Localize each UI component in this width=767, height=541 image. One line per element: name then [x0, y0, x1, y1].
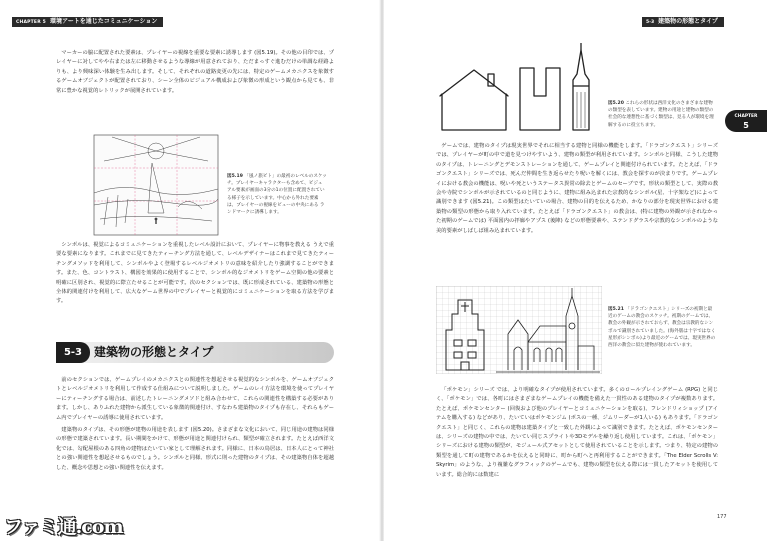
- watermark-logo: ファミ通.com: [4, 516, 123, 538]
- chapter-title: 環境アートを通じたコミュニケーション: [49, 18, 158, 25]
- page-number: 177: [717, 514, 727, 520]
- chapter-header: [12, 17, 163, 27]
- right-page: [384, 0, 767, 541]
- paragraph-5: ゲームでは、建物のタイプは現実世界でそれに相当する建物と同様の機能をします。「ドラゴンクエスト」シリーズでは、プレイヤーが町の中で道を見つけやすいよう、建物の類型が利用されています。シンボルと同様、こうした建物のタイプは、トレーニングとデモンストレーションを通して、ゲームプレイと関連付けられています。たとえば、「ドラゴンクエスト」シリーズでは、死んだ仲間を生き返らせたり呪いを解くには、教会を探すのが決まりです。ゲームプレイにおける教会の機能は、呪いや死というステータス異常の除去とゲームのセーブです。形状の類型として、実際の教会や寺院でシンボルが示されているのと同じように、建物に組み込まれた宗教的なシンボル(星、十字架など)によって識別できます (図5.21)。この類型はたいていの場合、建物の目的を伝えるため、かなりの部分を現実世界における建築物の類型の形態から取り入れています。たとえば「ドラゴンクエスト」の教会は、(特に建物の外観が示されなかった初期のゲームでは) 平面図内の拝廊やアプス (後陣) などの形態要素や、ステンドグラスや宗教的なシンボルのような美的要素がしばしば組み込まれています。: [436, 143, 718, 234]
- section-title: 建築物の形態とタイプ: [94, 345, 214, 359]
- section-header-title: 建築物の形態とタイプ: [658, 18, 718, 25]
- section-label: 5-3: [646, 20, 655, 25]
- paragraph-3: 前のセクションでは、ゲームプレイのメカニクスとの関連性を想起させる視覚的なシンボルを、ゲームオブジェクトとレベルジオメトリを利用して作成する仕組みについて説明しました。ゲームのレイ方法を環境を使ってプレイヤーにティーチングする場合は、前述したトレーニングメソドと組み合わせて、これらの関連性を構築する必要があります。しかし、ありふれた建物から派生している象徴的関連付け、すなわち建築物のタイプも存在し、それらもゲーム内でプレイヤーの誘導に使用されています。 建築物のタイプは、その形態が建物の用途を表します (図5.20)。さまざまな文化において、同じ用途の建物は同様の形態で建築されています。長い期間をかけて、形態が用途と関連付けられ、類型が確立されます。たとえば西洋文化では、勾配屋根のある四角の建物はたいてい家として理解されます。同様に、日本の鳥居は、日本人にとって神社との強い関連性を想起させるものでしょう。シンボルと同様、形式に則った建物のタイプは、その建築物自体を超越した、概念や思想との強い関連性を伝えます。: [56, 377, 334, 471]
- paragraph-1: マーカーの脇に配置された要素は、プレイヤーの視線を重要な要素に誘導します (図5.19)。その他の目印では、プレイヤーに対してやや右または左に移動させるような導線が用意されており、ただまっすぐ進むだけの単調な経路よりも、より興味深い体験を生み出します。そして、それぞれの道路変更の先には、特定のゲームメカニクスを象徴するゲームオブジェクトが配置されており、シーン全体のビジュアル構成および象徴の形成という観点から見ても、非常に豊かな視覚的レトリックが展開されています。: [56, 50, 334, 94]
- section-header: [642, 17, 724, 27]
- church-sketch-figure: [436, 286, 602, 374]
- figure-5-21-caption: 図5.21 「ドラゴンクエスト」シリーズの初期と最近のゲームの教会のスケッチ。初期のゲームでは、教会の外観が示されておらず、教会は宗教的なシンボルで識別されていました。(海外版は十字ではなく星形がシンボル)より最近のゲームでは、現実世界の西洋の教会に似た建物が使われています。: [608, 307, 716, 349]
- paragraph-2: シンボルは、視覚によるコミュニケーションを重視したレベル設計において、プレイヤーに物事を教える うえで重要な要素になります。これまでに見てきたティーチング方法を通して、レベルデザイナーはこれまで見てきたティーチングメソッドを利用して、シンボルやよく登場するレベルジオメトリの意味を紹介したり強調することができます。また、色、コントラスト、構図を効果的に使用することで、シンボル的なジオメトリをゲーム空間の他の要素と明確に区別され、視覚的に際立たせることが可能です。次のセクションでは、既に形成されている、建築物の形態と全体的関連付けを利用して、広大なゲーム世界の中でプレイヤーと視覚的にコミュニケーションを取る方法を学びます。: [56, 242, 334, 305]
- chapter-label: CHAPTER 5: [16, 20, 46, 25]
- paragraph-6: 「ポケモン」シリーズ では、より明確なタイプが使用されています。多くのロールプレイングゲーム (RPG) と同じく、「ポケモン」では、各町にはさまざまなゲームプレイの機能を備えた一貫性のある建物のタイプが複数あります。たとえば、ポケモンセンター (回復および他のプレイヤーとコミュニケーションを取る)、フレンドリィショップ (アイテムを購入する) などがあり、たいていはポケモンジム (ボスの一種、ジムリーダーが1人いる) もあります。「ドラゴンクエスト」と同じく、これらの建物は建築タイプと一致した外観によって識別できます。たとえば、ポケモンセンターは、シリーズの建物の中では、たいてい同じスプライトや3Dモデルを繰り返し使用しています。これは、「ポケモン」シリーズにおける建物の類型が、モジュール式アセットとして使用されていることを示します。つまり、特定の建物の類型を通して町の建物であるかを伝えると同時に、町から町へと再利用することができます。「The Elder Scrolls V: Skyrim」のような、より複雑なグラフィックのゲームでも、建物の類型を伝える際には一貫したアセットを使用しています。総合的には数建に: [436, 387, 718, 478]
- left-page: [0, 0, 381, 541]
- chapter-tab: CHAPTER 5: [725, 110, 767, 132]
- figure-5-19-caption: 図5.19 「風ノ旅ビト」の最初のレベルのスケッチ。プレイヤーキャラクターも含めて、ビジュアル要素が画面の3分の1の位置に配置されている様子を示しています。中心から外れた要素は、プレイヤーの視線をビューの中央にある ランドマークに誘導します。: [227, 174, 327, 216]
- figure-5-20-caption: 図5.20 これらの形状は西洋文化のさまざまな建物の類型を表しています。建物の用途と建物の類型の社会的な連想性に基づく類型は、見る人が環境を理解するのに役立ちます。: [608, 101, 714, 128]
- building-types-figure: [436, 40, 608, 136]
- journey-sketch-figure: [92, 133, 220, 237]
- section-number: 5-3: [56, 342, 90, 363]
